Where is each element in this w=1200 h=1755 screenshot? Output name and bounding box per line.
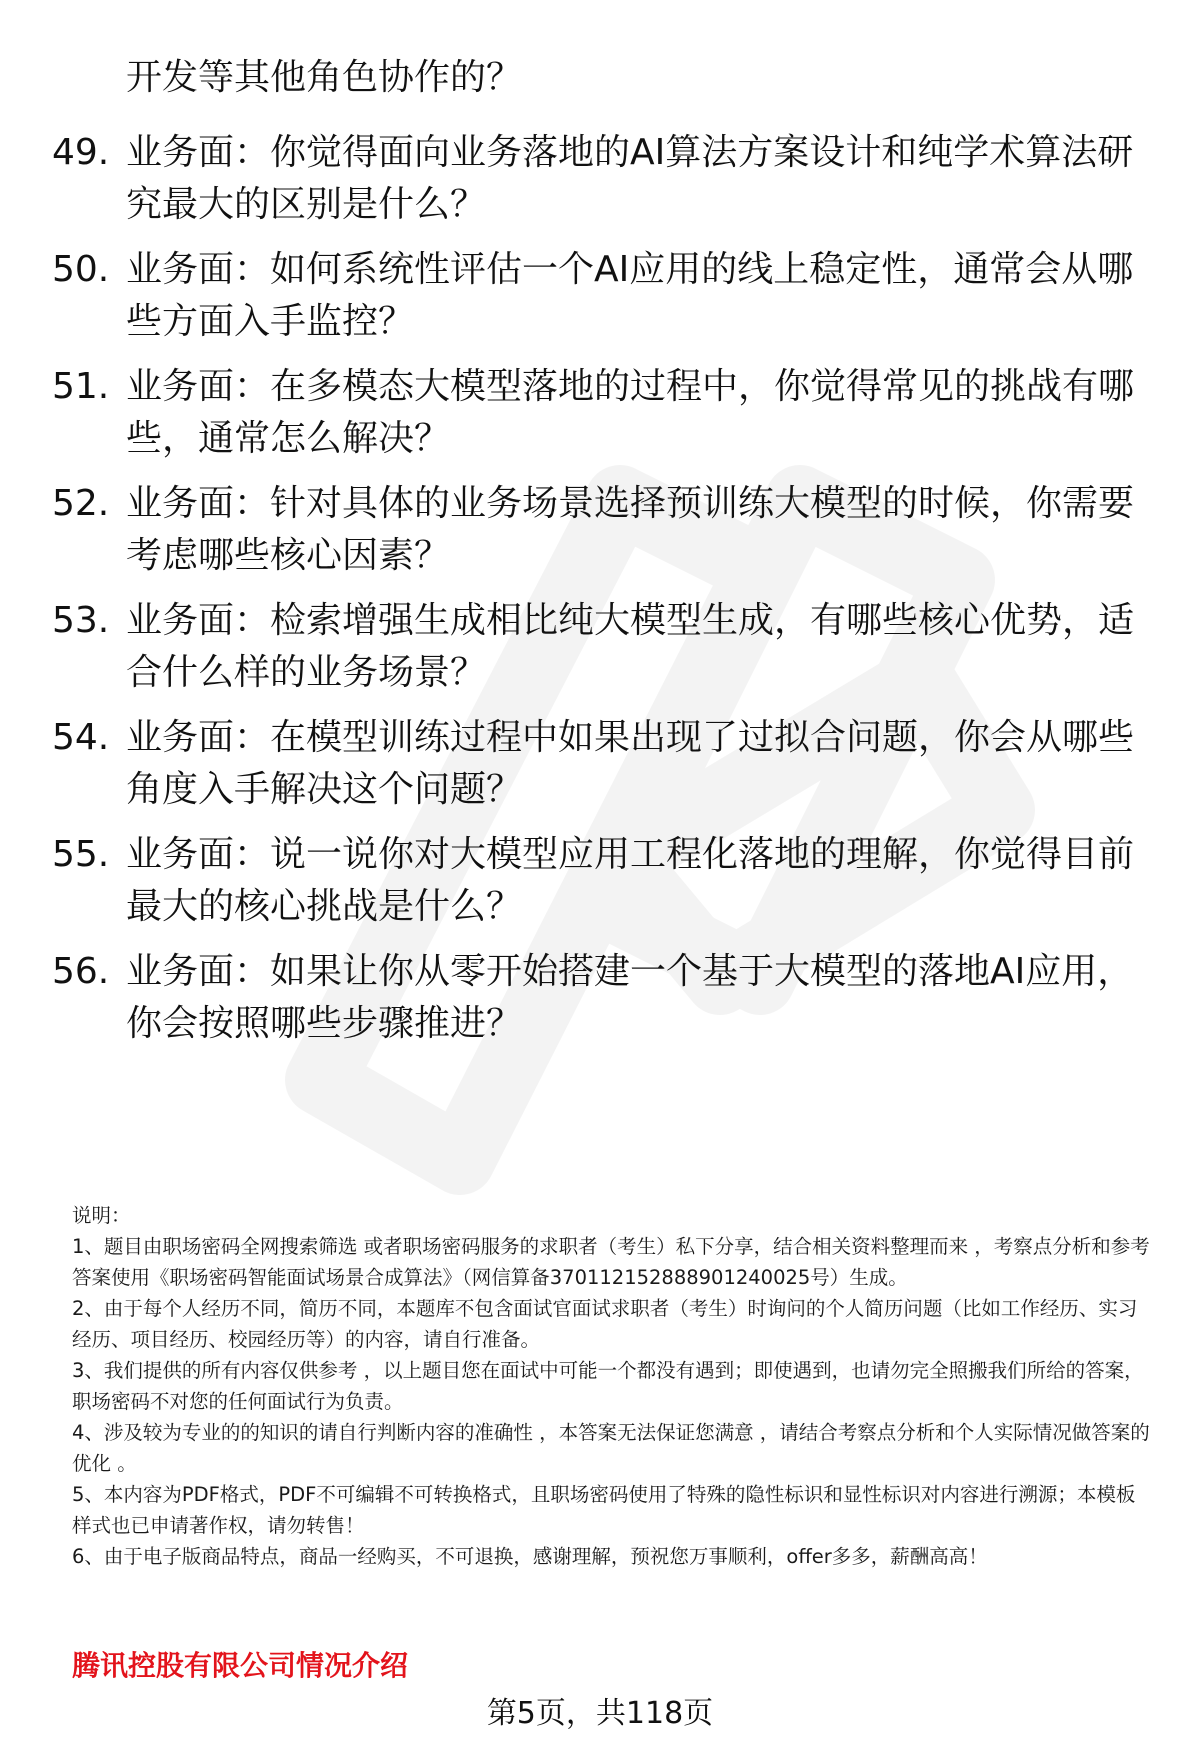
question-text: 业务面：在模型训练过程中如果出现了过拟合问题，你会从哪些角度入手解决这个问题？ — [126, 717, 1135, 810]
note-item: 5、本内容为PDF格式，PDF不可编辑不可转换格式，且职场密码使用了特殊的隐性标识和显性标识对内容进行溯源；本模板样式也已申请著作权，请勿转售！ — [72, 1483, 1136, 1537]
question-number: 55. — [52, 834, 110, 875]
page-number: 第5页，共118页 — [486, 1696, 714, 1731]
question-text: 业务面：如果让你从零开始搭建一个基于大模型的落地AI应用，你会按照哪些步骤推进？ — [126, 951, 1134, 1044]
question-number: 49. — [52, 132, 110, 173]
question-text: 业务面：检索增强生成相比纯大模型生成，有哪些核心优势，适合什么样的业务场景？ — [126, 600, 1135, 693]
note-item: 1、题目由职场密码全网搜索筛选 或者职场密码服务的求职者（考生）私下分享，结合相关资料整理而来 ，考察点分析和参考答案使用《职场密码智能面试场景合成算法》（网信算备370112152888901240025号）生成。 — [72, 1235, 1150, 1289]
question-number: 51. — [52, 366, 110, 407]
question-text: 开发等其他角色协作的？ — [126, 57, 523, 98]
question-number: 56. — [52, 951, 110, 992]
section-heading-company: 腾讯控股有限公司情况介绍 — [72, 1649, 409, 1682]
note-item: 2、由于每个人经历不同，简历不同，本题库不包含面试官面试求职者（考生）时询问的个人简历问题（比如工作经历、实习经历、项目经历、校园经历等）的内容，请自行准备。 — [72, 1297, 1138, 1351]
note-item: 6、由于电子版商品特点，商品一经购买，不可退换，感谢理解，预祝您万事顺利，offer多多，薪酬高高！ — [72, 1545, 988, 1568]
question-number: 53. — [52, 600, 110, 641]
question-text: 业务面：你觉得面向业务落地的AI算法方案设计和纯学术算法研究最大的区别是什么？ — [126, 132, 1134, 225]
question-text: 业务面：如何系统性评估一个AI应用的线上稳定性，通常会从哪些方面入手监控？ — [126, 249, 1134, 342]
note-item: 4、涉及较为专业的的知识的请自行判断内容的准确性 ，本答案无法保证您满意 ，请结合考察点分析和个人实际情况做答案的优化 。 — [72, 1421, 1150, 1475]
note-item: 3、我们提供的所有内容仅供参考 ，以上题目您在面试中可能一个都没有遇到；即使遇到，也请勿完全照搬我们所给的答案，职场密码不对您的任何面试行为负责。 — [72, 1359, 1144, 1413]
disclaimer-notes — [72, 1200, 1152, 1572]
question-text: 业务面：在多模态大模型落地的过程中，你觉得常见的挑战有哪些，通常怎么解决？ — [126, 366, 1135, 459]
question-number: 54. — [52, 717, 110, 758]
notes-heading: 说明： — [72, 1204, 131, 1227]
question-text: 业务面：说一说你对大模型应用工程化落地的理解，你觉得目前最大的核心挑战是什么？ — [126, 834, 1135, 927]
question-number: 52. — [52, 483, 110, 524]
question-number: 50. — [52, 249, 110, 290]
question-text: 业务面：针对具体的业务场景选择预训练大模型的时候，你需要考虑哪些核心因素？ — [126, 483, 1135, 576]
